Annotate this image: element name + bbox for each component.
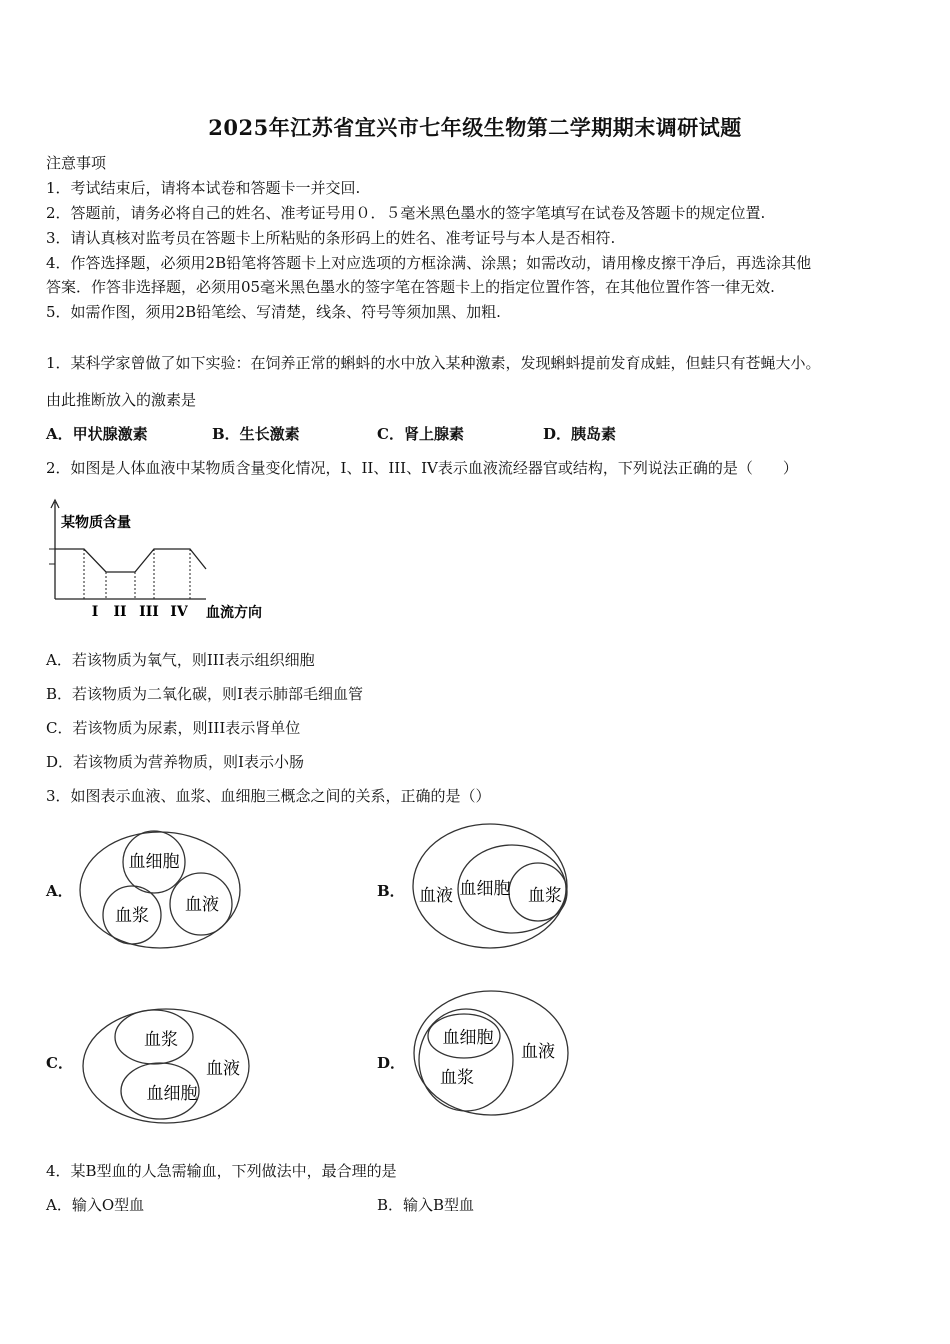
graph-tick-label: II	[113, 604, 127, 620]
q3-stem: 3．如图表示血液、血浆、血细胞三概念之间的关系，正确的是（）	[46, 787, 491, 805]
notice-heading: 注意事项	[46, 154, 107, 172]
q4-option-b[interactable]: B．输入B型血	[377, 1196, 475, 1214]
svg-text:血浆: 血浆	[115, 906, 149, 926]
notice-item: 答案．作答非选择题，必须用05毫米黑色墨水的签字笔在答题卡上的指定位置作答，在其他位置作答一律无效.	[46, 278, 775, 296]
graph-tick-label: I	[91, 604, 99, 620]
q3-diagram-d[interactable]	[411, 988, 573, 1118]
svg-text:血液: 血液	[521, 1042, 555, 1062]
q3-option-a-label[interactable]: A．	[46, 882, 73, 900]
q3-diagram-b[interactable]	[410, 820, 576, 950]
notice-item: 4．作答选择题，必须用2B铅笔将答题卡上对应选项的方框涂满、涂黑；如需改动，请用橡皮擦干净后，再选涂其他	[46, 254, 812, 272]
svg-text:血浆: 血浆	[528, 886, 562, 906]
q1-stem-line2: 由此推断放入的激素是	[46, 391, 197, 409]
q3-diagram-a[interactable]	[76, 828, 246, 952]
svg-text:血液: 血液	[185, 895, 219, 915]
q1-option-c[interactable]: C．肾上腺素	[377, 425, 464, 443]
svg-text:血细胞: 血细胞	[459, 879, 511, 899]
q2-stem: 2．如图是人体血液中某物质含量变化情况，I、II、III、IV表示血液流经器官或结构，下列说法正确的是（ ）	[46, 459, 798, 477]
q2-option-c[interactable]: C．若该物质为尿素，则III表示肾单位	[46, 719, 301, 737]
notice-item: 5．如需作图，须用2B铅笔绘、写清楚，线条、符号等须加黑、加粗.	[46, 303, 501, 321]
q1-option-a[interactable]: A．甲状腺激素	[46, 425, 148, 443]
q1-stem-line1: 1．某科学家曾做了如下实验：在饲养正常的蝌蚪的水中放入某种激素，发现蝌蚪提前发育成蛙，但蛙只有苍蝇大小。	[46, 354, 821, 372]
q4-stem: 4．某B型血的人急需输血，下列做法中，最合理的是	[46, 1162, 397, 1180]
q2-graph	[46, 496, 286, 626]
svg-text:血细胞: 血细胞	[146, 1084, 198, 1104]
graph-curve	[55, 549, 206, 572]
q4-option-a[interactable]: A．输入O型血	[46, 1196, 145, 1214]
q1-option-b[interactable]: B．生长激素	[212, 425, 300, 443]
q2-option-a[interactable]: A．若该物质为氧气，则III表示组织细胞	[46, 651, 315, 669]
q1-option-d[interactable]: D．胰岛素	[543, 425, 617, 443]
q3-diagram-c[interactable]	[80, 1004, 256, 1126]
graph-xlabel: 血流方向	[206, 605, 262, 621]
svg-text:血细胞: 血细胞	[128, 852, 180, 872]
graph-tick-label: III	[139, 604, 159, 620]
svg-text:血浆: 血浆	[440, 1068, 474, 1088]
notice-item: 2．答题前，请务必将自己的姓名、准考证号用０．５毫米黑色墨水的签字笔填写在试卷及答题卡的规定位置.	[46, 204, 766, 222]
notice-item: 1．考试结束后，请将本试卷和答题卡一并交回.	[46, 179, 361, 197]
q3-option-d-label[interactable]: D．	[377, 1054, 406, 1072]
q3-option-c-label[interactable]: C．	[46, 1054, 73, 1072]
q2-option-d[interactable]: D．若该物质为营养物质，则I表示小肠	[46, 753, 304, 771]
q2-option-b[interactable]: B．若该物质为二氧化碳，则I表示肺部毛细血管	[46, 685, 363, 703]
notice-item: 3．请认真核对监考员在答题卡上所粘贴的条形码上的姓名、准考证号与本人是否相符.	[46, 229, 616, 247]
graph-ylabel: 某物质含量	[61, 515, 131, 531]
page-title: 2025年江苏省宜兴市七年级生物第二学期期末调研试题	[208, 115, 742, 140]
graph-tick-label: IV	[170, 604, 188, 620]
q3-option-b-label[interactable]: B．	[377, 882, 405, 900]
svg-text:血细胞: 血细胞	[442, 1028, 494, 1048]
svg-text:血液: 血液	[206, 1059, 240, 1079]
svg-text:血浆: 血浆	[144, 1030, 178, 1050]
svg-text:血液: 血液	[419, 886, 453, 906]
